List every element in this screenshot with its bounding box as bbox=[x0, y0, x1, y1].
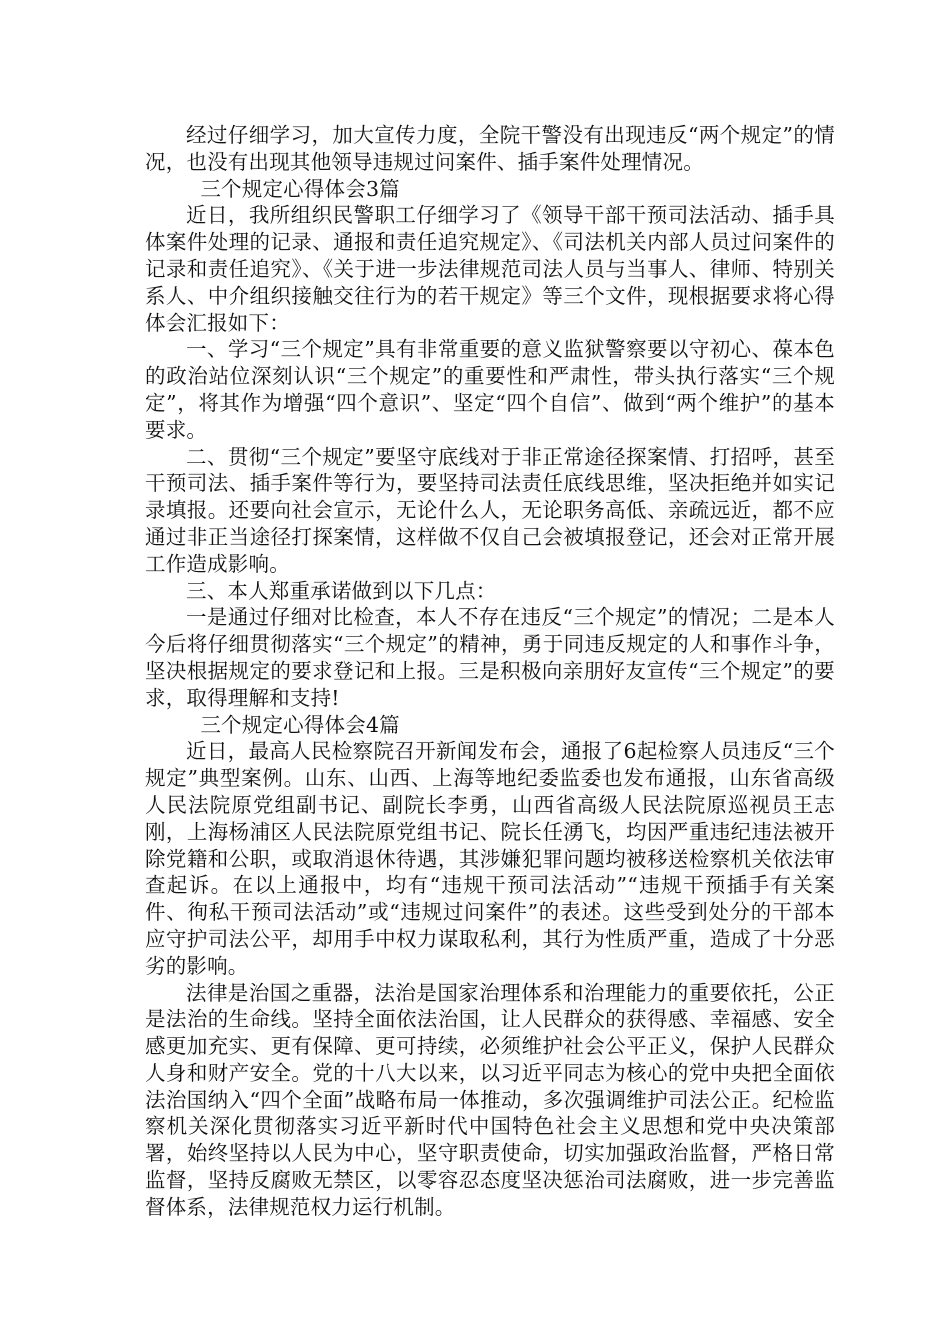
paragraph: 经过仔细学习，加大宣传力度，全院干警没有出现违反“两个规定”的情况，也没有出现其他领导违规过问案件、插手案件处理情况。 bbox=[145, 123, 835, 174]
paragraph: 一、学习“三个规定”具有非常重要的意义监狱警察要以守初心、葆本色的政治站位深刻认识“三个规定”的重要性和严肃性，带头执行落实“三个规定”，将其作为增强“四个意识”、坚定“四个自信”、做到“两个维护”的基本要求。 bbox=[145, 337, 835, 442]
paragraph: 近日，最高人民检察院召开新闻发布会，通报了6起检察人员违反“三个规定”典型案例。山东、山西、上海等地纪委监委也发布通报，山东省高级人民法院原党组副书记、副院长李勇，山西省高级人民法院原巡视员王志刚，上海杨浦区人民法院原党组书记、院长任湧飞，均因严重违纪违法被开除党籍和公职，或取消退休待遇，其涉嫌犯罪问题均被移送检察机关依法审查起诉。在以上通报中，均有“违规干预司法活动”“违规干预插手有关案件、徇私干预司法活动”或“违规过问案件”的表述。这些受到处分的干部本应守护司法公平，却用手中权力谋取私利，其行为性质严重，造成了十分恶劣的影响。 bbox=[145, 739, 835, 978]
document-page bbox=[145, 122, 835, 1221]
paragraph: 二、贯彻“三个规定”要坚守底线对于非正常途径探案情、打招呼，甚至干预司法、插手案件等行为，要坚持司法责任底线思维，坚决拒绝并如实记录填报。还要向社会宣示，无论什么人，无论职务高低、亲疏远近，都不应通过非正当途径打探案情，这样做不仅自己会被填报登记，还会对正常开展工作造成影响。 bbox=[145, 444, 835, 576]
section-heading: 三个规定心得体会4篇 bbox=[200, 712, 400, 737]
paragraph: 三、本人郑重承诺做到以下几点： bbox=[186, 578, 497, 603]
section-heading: 三个规定心得体会3篇 bbox=[200, 176, 400, 201]
paragraph: 一是通过仔细对比检查，本人不存在违反“三个规定”的情况；二是本人今后将仔细贯彻落实“三个规定”的精神，勇于同违反规定的人和事作斗争，坚决根据规定的要求登记和上报。三是积极向亲朋好友宣传“三个规定”的要求，取得理解和支持! bbox=[145, 605, 835, 710]
paragraph: 近日，我所组织民警职工仔细学习了《领导干部干预司法活动、插手具体案件处理的记录、通报和责任追究规定》、《司法机关内部人员过问案件的记录和责任追究》、《关于进一步法律规范司法人员与当事人、律师、特别关系人、中介组织接触交往行为的若干规定》等三个文件，现根据要求将心得体会汇报如下： bbox=[145, 203, 835, 335]
paragraph: 法律是治国之重器，法治是国家治理体系和治理能力的重要依托，公正是法治的生命线。坚持全面依法治国，让人民群众的获得感、幸福感、安全感更加充实、更有保障、更可持续，必须维护社会公平正义，保护人民群众人身和财产安全。党的十八大以来，以习近平同志为核心的党中央把全面依法治国纳入“四个全面”战略布局一体推动，多次强调维护司法公正。纪检监察机关深化贯彻落实习近平新时代中国特色社会主义思想和党中央决策部署，始终坚持以人民为中心，坚守职责使命，切实加强政治监督，严格日常监督，坚持反腐败无禁区，以零容忍态度坚决惩治司法腐败，进一步完善监督体系，法律规范权力运行机制。 bbox=[145, 980, 835, 1219]
